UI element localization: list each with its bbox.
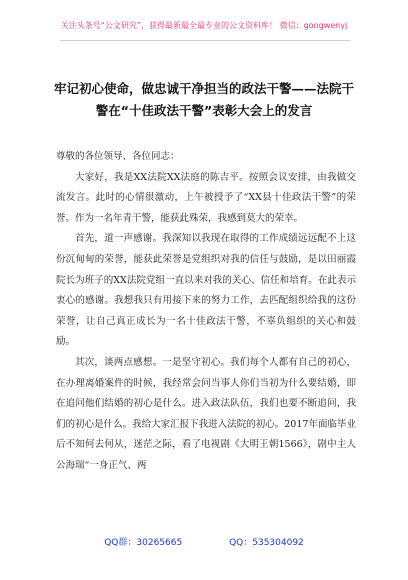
header-note: 关注头条号“公文研究”，获得最新最全最专业的公文资料库！ 微信：gongwenyj xyxy=(60,21,348,30)
footer-qq-contact: QQ：535304092 xyxy=(229,538,304,548)
header-divider xyxy=(60,40,350,41)
paragraph: 首先，道一声感谢。我深知以我现在取得的工作成绩远远配不上这份沉甸甸的荣誉，能获此荣誉是党组织对我的信任与鼓励，是以田丽霞院长为班子的XX法院党组一直以来对我的关心、信任和培育。在此表示衷心的感谢。我想我只有用接下来的努力工作，去匹配组织给我的这份荣誉，让自己真正成长为一名十佳政法干警，不辜负组织的关心和鼓励。 xyxy=(56,233,356,348)
paragraph: 大家好，我是XX法院XX法庭的陈吉平。按照会议安排，由我做交流发言。此时的心情很激动，上午被授予了“XX县十佳政法干警”的荣誉。作为一名年青干警，能获此殊荣，我感到莫大的荣幸。 xyxy=(56,171,356,224)
salutation: 尊敬的各位领导、各位同志： xyxy=(56,151,180,162)
paragraph: 其次，谈两点感想。一是坚守初心。我们每个人都有自己的初心，在办理离婚案件的时候，我经常会问当事人你们当初为什么要结婚，即在追问他们结婚的初心是什么。进入政法队伍，我们也要不断追问，我们的初心是什么。我给大家汇报下我进入法院的初心。2017年面临毕业后不知何去何从，迷茫之际，看了电视剧《大明王朝1566》，剧中主人公海瑞“一身正气、两 xyxy=(56,356,356,471)
document-title: 牢记初心使命，做忠诚干净担当的政法干警——法院干警在“十佳政法干警”表彰大会上的发言 xyxy=(54,81,355,118)
document-body xyxy=(56,147,356,477)
footer xyxy=(0,535,408,548)
footer-qq-group: QQ群：30265665 xyxy=(104,538,183,548)
